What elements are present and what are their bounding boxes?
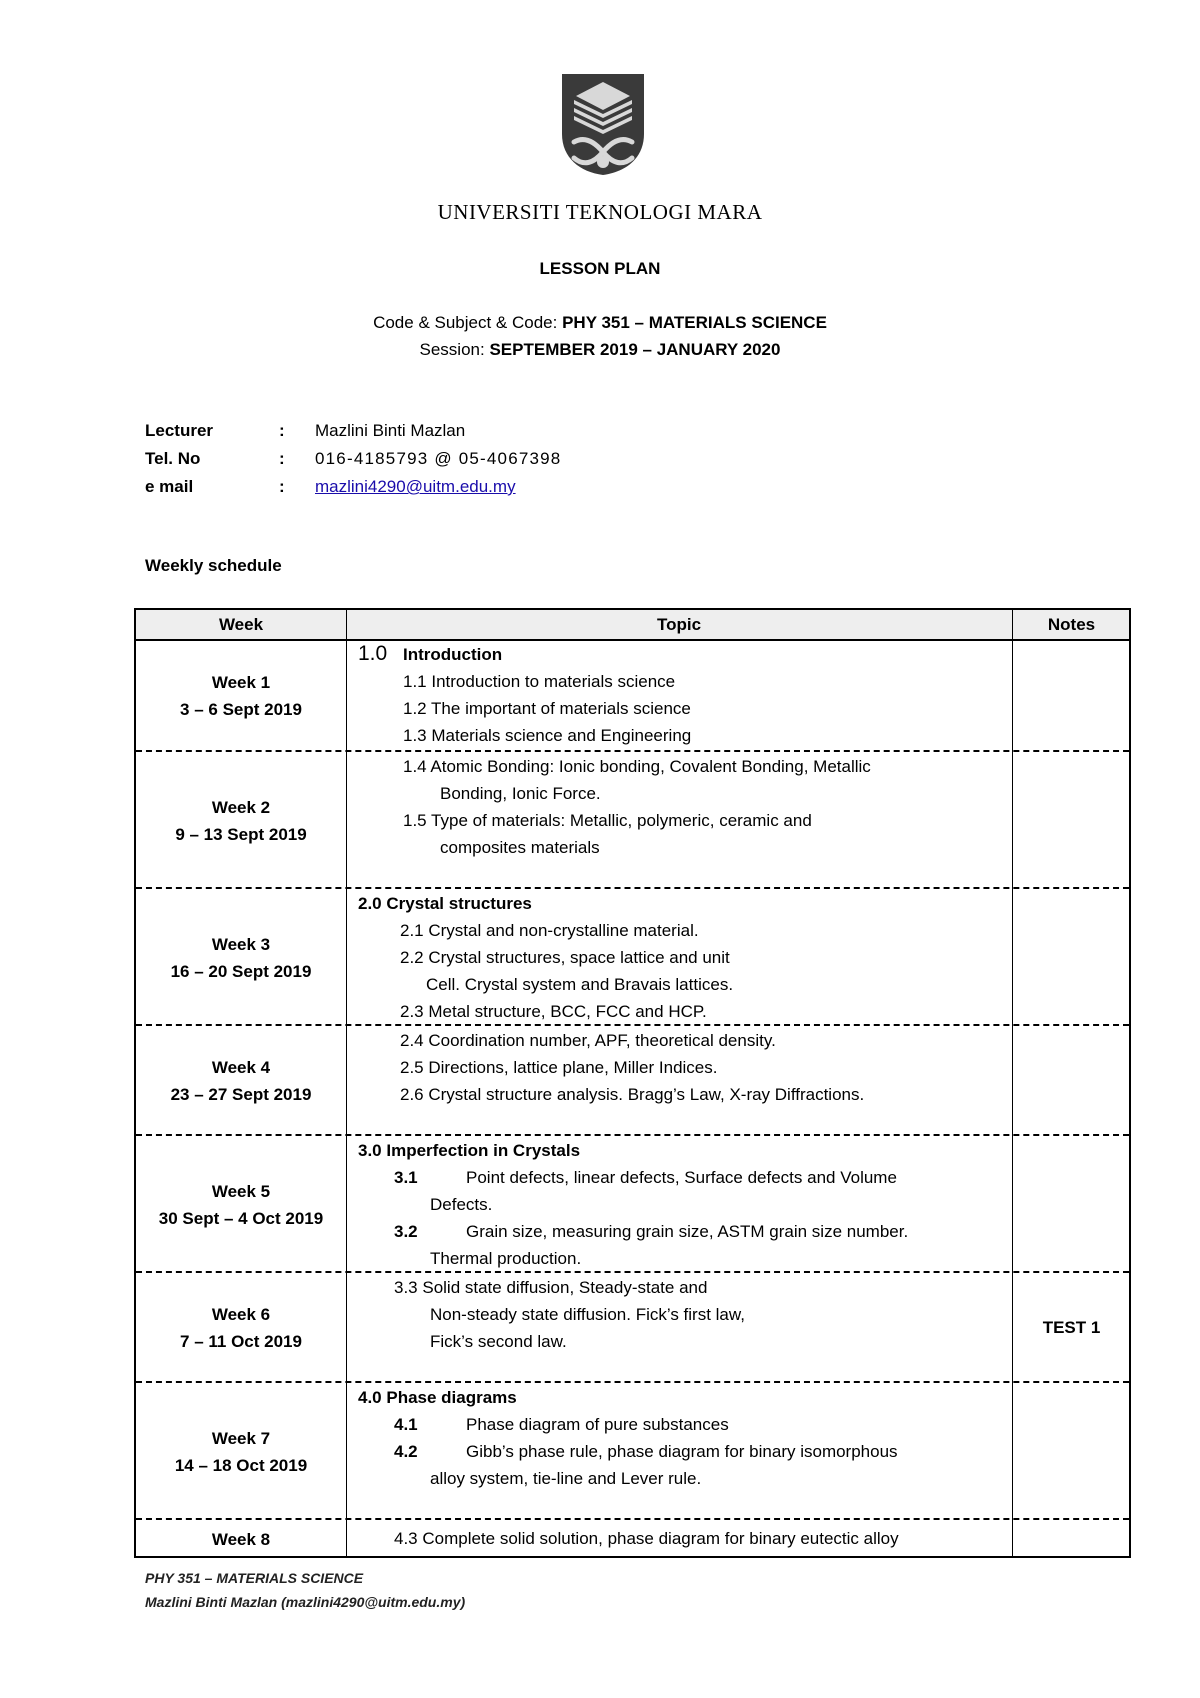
- university-name: UNIVERSITI TEKNOLOGI MARA: [437, 200, 763, 224]
- subject-code-line: [0, 313, 1200, 333]
- page-title: LESSON PLAN: [539, 259, 661, 278]
- header-week: Week: [218, 615, 264, 634]
- notes-cell: [1012, 641, 1131, 750]
- column-divider: [346, 610, 347, 1556]
- lecturer-value: Mazlini Binti Mazlan: [315, 421, 466, 440]
- topic-line: 2.0 Crystal structures: [358, 894, 532, 913]
- week-cell: [136, 1383, 346, 1520]
- week-label: Week 8: [211, 1529, 271, 1549]
- column-divider: [1012, 610, 1013, 1556]
- university-logo: [560, 72, 646, 176]
- week-dates: 7 – 11 Oct 2019: [180, 1332, 302, 1351]
- footer-author: Mazlini Binti Mazlan (mazlini4290@uitm.edu.my): [145, 1594, 466, 1610]
- week-cell: [136, 1026, 346, 1136]
- subject-code-value: PHY 351 – MATERIALS SCIENCE: [562, 313, 827, 332]
- session-label: Session:: [419, 340, 490, 359]
- topic-line: Grain size, measuring grain size, ASTM grain size number.: [466, 1222, 909, 1241]
- topic-line: 2.4 Coordination number, APF, theoretical density.: [400, 1031, 776, 1050]
- topic-line: Non-steady state diffusion. Fick’s first law,: [430, 1305, 745, 1324]
- topic-line: 2.6 Crystal structure analysis. Bragg’s Law, X-ray Diffractions.: [400, 1085, 865, 1104]
- table-row: [136, 641, 1129, 750]
- week-dates: 3 – 6 Sept 2019: [180, 699, 302, 719]
- tel-label: Tel. No: [145, 449, 201, 468]
- week-label: Week 5: [211, 1181, 271, 1201]
- schedule-table: [134, 608, 1131, 1558]
- topic-line: alloy system, tie-line and Lever rule.: [430, 1469, 702, 1488]
- weekly-schedule-heading: Weekly schedule: [145, 556, 282, 575]
- week-cell: [136, 1520, 346, 1558]
- email-row: [145, 473, 745, 501]
- notes-cell: [1012, 1026, 1131, 1136]
- table-row: [136, 1134, 1129, 1273]
- topic-line: 1.0: [358, 642, 388, 665]
- session-line: [0, 340, 1200, 360]
- week-dates: 16 – 20 Sept 2019: [170, 961, 312, 981]
- week-cell: [136, 1136, 346, 1273]
- week-dates: 30 Sept – 4 Oct 2019: [158, 1208, 324, 1228]
- table-row: [136, 1271, 1129, 1383]
- topic-line: 3.2: [394, 1222, 418, 1241]
- topic-line: 1.1 Introduction to materials science: [403, 672, 676, 691]
- session-value: SEPTEMBER 2019 – JANUARY 2020: [489, 340, 781, 359]
- topic-line: 3.0 Imperfection in Crystals: [358, 1141, 581, 1160]
- week-cell: [136, 889, 346, 1026]
- topic-line: Introduction: [403, 645, 503, 664]
- week-label: Week 6: [211, 1305, 271, 1324]
- table-row: [136, 1381, 1129, 1520]
- colon: :: [279, 477, 285, 496]
- week-label: Week 4: [211, 1058, 271, 1077]
- lecturer-row: [145, 417, 745, 445]
- topic-line: Bonding, Ionic Force.: [440, 784, 601, 803]
- week-dates: 23 – 27 Sept 2019: [170, 1085, 312, 1104]
- table-row: [136, 1518, 1129, 1558]
- week-cell: [136, 1273, 346, 1383]
- lecturer-label: Lecturer: [145, 421, 214, 440]
- notes-cell: TEST 1: [1042, 1318, 1101, 1337]
- week-cell: [136, 752, 346, 889]
- topic-line: 2.2 Crystal structures, space lattice and unit: [400, 948, 730, 967]
- notes-cell: [1012, 889, 1131, 1026]
- topic-line: Gibb’s phase rule, phase diagram for binary isomorphous: [466, 1442, 898, 1461]
- week-label: Week 2: [211, 797, 271, 817]
- topic-line: Phase diagram of pure substances: [466, 1415, 729, 1434]
- notes-cell: [1012, 1520, 1131, 1558]
- email-label: e mail: [145, 477, 194, 496]
- topic-line: composites materials: [440, 838, 600, 857]
- week-cell: [136, 641, 346, 750]
- topic-line: 1.5 Type of materials: Metallic, polymeric, ceramic and: [403, 811, 812, 830]
- notes-cell: [1012, 1136, 1131, 1273]
- topic-line: 2.5 Directions, lattice plane, Miller Indices.: [400, 1058, 718, 1077]
- table-row: [136, 750, 1129, 889]
- topic-line: 2.3 Metal structure, BCC, FCC and HCP.: [400, 1002, 707, 1021]
- lecturer-info: [145, 417, 745, 501]
- tel-value: 016-4185793 @ 05-4067398: [315, 449, 562, 468]
- topic-line: 4.1: [394, 1415, 418, 1434]
- topic-line: 4.3 Complete solid solution, phase diagram for binary eutectic alloy: [394, 1529, 899, 1548]
- week-label: Week 7: [211, 1428, 271, 1448]
- topic-line: 3.3 Solid state diffusion, Steady-state and: [394, 1278, 708, 1297]
- topic-line: 1.4 Atomic Bonding: Ionic bonding, Covalent Bonding, Metallic: [403, 757, 871, 776]
- week-dates: 9 – 13 Sept 2019: [175, 824, 307, 844]
- topic-line: 1.2 The important of materials science: [403, 699, 691, 718]
- table-row: [136, 1024, 1129, 1136]
- topic-line: Fick’s second law.: [430, 1332, 567, 1351]
- week-label: Week 3: [211, 934, 271, 954]
- tel-row: [145, 445, 745, 473]
- topic-line: Defects.: [430, 1195, 493, 1214]
- topic-line: Thermal production.: [430, 1249, 582, 1268]
- topic-line: 1.3 Materials science and Engineering: [403, 726, 692, 745]
- footer-course: PHY 351 – MATERIALS SCIENCE: [145, 1570, 364, 1586]
- table-header-row: [136, 610, 1129, 641]
- header-topic: Topic: [656, 615, 702, 634]
- week-label: Week 1: [211, 672, 271, 692]
- header-notes: Notes: [1047, 615, 1096, 634]
- topic-line: 2.1 Crystal and non-crystalline material.: [400, 921, 699, 940]
- topic-line: Cell. Crystal system and Bravais lattices.: [426, 975, 734, 994]
- subject-code-label: Code & Subject & Code:: [373, 313, 563, 332]
- topic-line: 3.1: [394, 1168, 418, 1187]
- notes-cell: [1012, 1383, 1131, 1520]
- colon: :: [279, 449, 285, 468]
- colon: :: [279, 421, 285, 440]
- topic-line: 4.2: [394, 1442, 418, 1461]
- topic-line: Point defects, linear defects, Surface defects and Volume: [466, 1168, 897, 1187]
- notes-cell: [1012, 752, 1131, 889]
- week-dates: 14 – 18 Oct 2019: [174, 1455, 308, 1475]
- topic-line: 4.0 Phase diagrams: [358, 1388, 517, 1407]
- table-row: [136, 887, 1129, 1026]
- email-link[interactable]: mazlini4290@uitm.edu.my: [315, 477, 516, 496]
